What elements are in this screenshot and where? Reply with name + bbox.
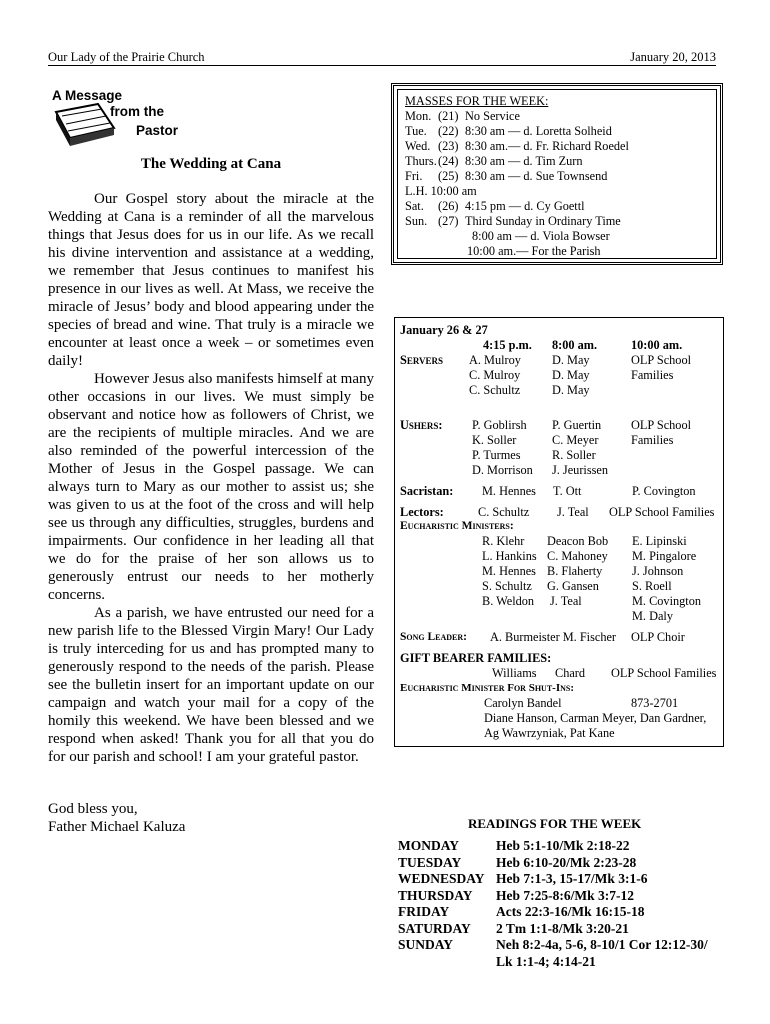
pastor-graphic-line3: Pastor <box>136 123 179 138</box>
server-name: Families <box>631 368 674 382</box>
eucharistic-minister-name: J. Teal <box>550 594 582 608</box>
eucharistic-minister-name: M. Covington <box>632 594 702 608</box>
server-name: D. May <box>552 353 590 367</box>
sacristan-name: P. Covington <box>632 484 696 498</box>
eucharistic-minister-name: L. Hankins <box>482 549 537 563</box>
server-name: A. Mulroy <box>469 353 521 367</box>
song-leader-choir: OLP Choir <box>631 630 685 644</box>
pastor-message-graphic <box>48 88 198 148</box>
server-name: C. Mulroy <box>469 368 521 382</box>
shut-ins-phone: 873-2701 <box>631 696 679 710</box>
servers-label: Servers <box>400 353 444 367</box>
lector-name: C. Schultz <box>478 505 530 519</box>
header-date: January 20, 2013 <box>630 50 716 64</box>
eucharistic-minister-name: S. Schultz <box>482 579 532 593</box>
usher-name: Families <box>631 433 674 447</box>
lector-name: OLP School Families <box>609 505 715 519</box>
reading-row: Lk 1:1-4; 4:14-21 <box>496 953 596 969</box>
usher-name: C. Meyer <box>552 433 599 447</box>
shut-ins-name: Carolyn Bandel <box>484 696 562 710</box>
letter-paragraph-2: However Jesus also manifests himself at many other occasions in our lives. We must simply be observant and notice how as followers of Christ, we are the recipients of multiple miracles. And we are also reminded of the powerful intercession of the Mother of Jesus in the Gospel passage. We can always turn to Mary as our mother to assist us; she was given to us at the foot of the cross and will help see us through any difficulties, struggles, burdens and impairments. Our confidence in her leading all that we do for the praise of her son allows us to generously entrust our needs to her motherly concerns. <box>48 371 374 603</box>
sacristan-name: M. Hennes <box>482 484 536 498</box>
eucharistic-minister-name: Deacon Bob <box>547 534 609 548</box>
eucharistic-minister-name: M. Daly <box>632 609 673 623</box>
usher-name: K. Soller <box>472 433 517 447</box>
reading-row: TUESDAY Heb 6:10-20/Mk 2:23-28 <box>398 854 637 870</box>
ushers-label: Ushers: <box>400 418 443 432</box>
time-column-1: 4:15 p.m. <box>483 338 532 352</box>
mass-row: Tue. (22) 8:30 am — d. Loretta Solheid <box>405 124 612 138</box>
server-name: D. May <box>552 368 590 382</box>
pastor-graphic-line1: A Message <box>52 88 123 103</box>
reading-row: SATURDAY 2 Tm 1:1-8/Mk 3:20-21 <box>398 920 629 936</box>
sacristan-name: T. Ott <box>553 484 582 498</box>
schedule-date: January 26 & 27 <box>400 323 488 337</box>
mass-row: L.H. 10:00 am <box>405 184 477 198</box>
masses-title: MASSES FOR THE WEEK: <box>405 94 549 108</box>
letter-signoff <box>48 800 185 836</box>
mass-row: Sun. (27) Third Sunday in Ordinary Time <box>405 214 621 228</box>
mass-row: Fri. (25) 8:30 am — d. Sue Townsend <box>405 169 608 183</box>
letter-closing: God bless you, <box>48 801 138 817</box>
time-column-3: 10:00 am. <box>631 338 683 352</box>
reading-row: FRIDAY Acts 22:3-16/Mk 16:15-18 <box>398 904 645 919</box>
song-leader-label: Song Leader: <box>400 631 467 643</box>
eucharistic-minister-name: G. Gansen <box>547 579 599 593</box>
lectors-label: Lectors: <box>400 505 444 519</box>
ministers-schedule-box <box>394 317 724 747</box>
letter-paragraph-3: As a parish, we have entrusted our need for a new parish life to the Blessed Virgin Mary! Our Lady is truly interceding for us and has prompted many to generously respond to the needs of the parish. Please see the bulletin insert for an important update on our campaign and watch your mail for a copy of the homily this weekend. We have been blessed and we respond when asked! Thank you for all that you do for our parish and school! I am your grateful pastor. <box>48 605 374 765</box>
usher-name: P. Turmes <box>472 448 521 462</box>
eucharistic-minister-name: M. Pingalore <box>632 549 697 563</box>
reading-row: MONDAY Heb 5:1-10/Mk 2:18-22 <box>398 838 630 853</box>
header-rule <box>48 65 716 66</box>
bible-icon <box>48 102 118 150</box>
sacristan-label: Sacristan: <box>400 484 454 498</box>
gift-bearer-name: OLP School Families <box>611 666 717 680</box>
letter-signature: Father Michael Kaluza <box>48 819 186 835</box>
song-leader-names: A. Burmeister M. Fischer <box>490 630 617 644</box>
eucharistic-minister-name: R. Klehr <box>482 534 525 548</box>
mass-row: Mon. (21) No Service <box>405 109 520 123</box>
gift-bearer-name: Williams <box>492 666 537 680</box>
gift-bearer-name: Chard <box>555 666 586 680</box>
usher-name: OLP School <box>631 418 692 432</box>
server-name: D. May <box>552 383 590 397</box>
header-church-name: Our Lady of the Prairie Church <box>48 50 205 64</box>
usher-name: D. Morrison <box>472 463 533 477</box>
eucharistic-minister-name: S. Roell <box>632 579 672 593</box>
server-name: C. Schultz <box>469 383 521 397</box>
reading-row: SUNDAY Neh 8:2-4a, 5-6, 8-10/1 Cor 12:12-30/ <box>398 937 708 952</box>
eucharistic-minister-name: C. Mahoney <box>547 549 608 563</box>
usher-name: J. Jeurissen <box>552 463 609 477</box>
mass-row: Thurs. (24) 8:30 am — d. Tim Zurn <box>405 154 583 168</box>
shut-ins-label: Eucharistic Minister For Shut-Ins: <box>400 682 574 694</box>
reading-row: WEDNESDAY Heb 7:1-3, 15-17/Mk 3:1-6 <box>398 871 648 886</box>
mass-row: Wed. (23) 8:30 am.— d. Fr. Richard Roedel <box>405 139 629 153</box>
readings-title: READINGS FOR THE WEEK <box>468 816 642 831</box>
eucharistic-minister-name: B. Weldon <box>482 594 535 608</box>
eucharistic-minister-name: E. Lipinski <box>632 534 687 548</box>
letter-body <box>48 190 374 766</box>
usher-name: P. Guertin <box>552 418 602 432</box>
shut-ins-more: Ag Wawrzyniak, Pat Kane <box>484 726 615 740</box>
usher-name: R. Soller <box>552 448 596 462</box>
pastor-graphic-line2: from the <box>110 104 164 119</box>
gift-bearer-label: GIFT BEARER FAMILIES: <box>400 651 552 665</box>
letter-paragraph-1: Our Gospel story about the miracle at the Wedding at Cana is a reminder of all the marvelous things that Jesus does for us in our life. As we recall his divine intervention and assistance at a wedding, we remember that Jesus continues to manifest his presence in our lives as well. At Mass, we receive the miracle of Jesus’ body and blood appearing under the species of bread and wine. That truly is a miracle we encounter at least once a week – or sometimes even daily! <box>48 191 374 369</box>
mass-row-extra: 8:00 am — d. Viola Bowser <box>472 229 610 243</box>
mass-row-extra: 10:00 am.— For the Parish <box>467 244 601 258</box>
eucharistic-ministers-label: Eucharistic Ministers: <box>400 520 514 532</box>
letter-title: The Wedding at Cana <box>140 156 282 172</box>
eucharistic-minister-name: J. Johnson <box>632 564 684 578</box>
usher-name: P. Goblirsh <box>472 418 527 432</box>
reading-row: THURSDAY Heb 7:25-8:6/Mk 3:7-12 <box>398 887 634 903</box>
shut-ins-more: Diane Hanson, Carman Meyer, Dan Gardner, <box>484 711 707 725</box>
lector-name: J. Teal <box>557 505 589 519</box>
time-column-2: 8:00 am. <box>552 338 598 352</box>
mass-row: Sat. (26) 4:15 pm — d. Cy Goettl <box>405 199 585 213</box>
eucharistic-minister-name: M. Hennes <box>482 564 536 578</box>
masses-box <box>391 83 723 265</box>
readings-list <box>398 838 708 970</box>
server-name: OLP School <box>631 353 692 367</box>
eucharistic-minister-name: B. Flaherty <box>547 564 603 578</box>
